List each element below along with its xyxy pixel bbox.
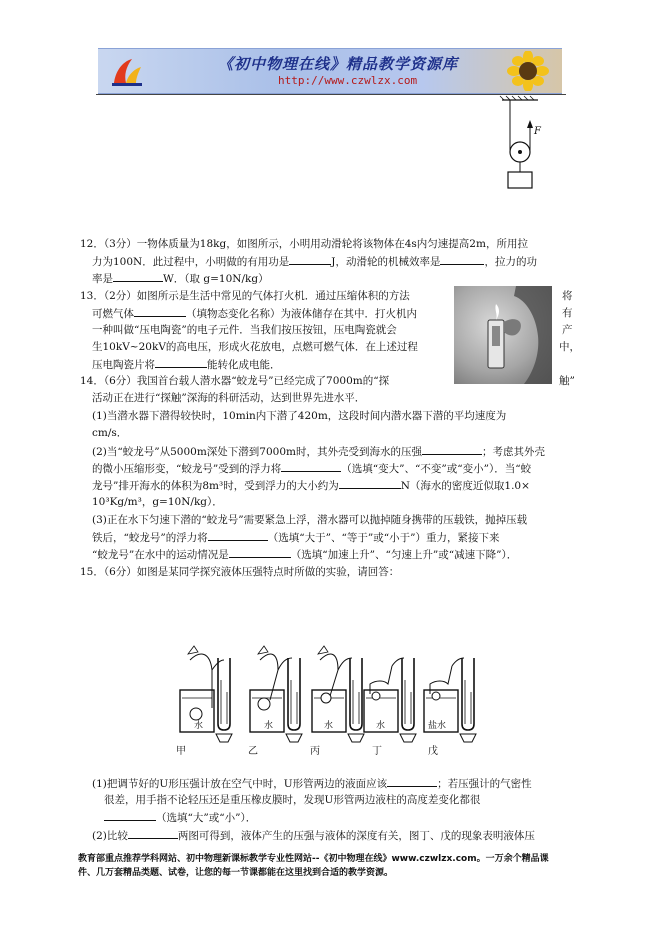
beaker-label-jia: 水 [194, 721, 204, 731]
q13-line4: 生10kV~20kV的高电压，形成火花放电，点燃可燃气体．在上述过程 [92, 341, 418, 353]
q13-line1-end: 将 [562, 290, 573, 302]
page-footer [78, 852, 588, 880]
figure-label-jia: 甲 [176, 746, 186, 757]
q14-line2: 活动正在进行“探触”深海的科研活动，达到世界先进水平． [92, 392, 366, 404]
q13-blank-state-change[interactable] [134, 305, 186, 317]
header-title: 《初中物理在线》精品教学资源库 [218, 55, 459, 73]
beaker-label-ding: 水 [376, 721, 386, 731]
q12-line3: 率是 W．（取 g=10N/kg） [92, 270, 269, 287]
q15-p1-line1: (1)把调节好的U形压强计放在空气中时，U形管两边的液面应该 ；若压强计的气密性 [92, 775, 532, 792]
q14-p2-line2: 的微小压缩形变，“蛟龙号”受到的浮力将 （选填“变大”、“不变”或“变小”）．当“蛟 [92, 460, 531, 477]
pulley-figure [496, 94, 556, 194]
q12-line1: 12．（3分）一物体质量为18kg，如图所示，小明用动滑轮将该物体在4s内匀速提高2m，所用拉 [80, 238, 528, 250]
figure-label-yi: 乙 [248, 746, 258, 757]
q13-line3: 一种叫做“压电陶瓷”的电子元件．当我们按压按钮，压电陶瓷就会 [92, 324, 397, 336]
q14-p3-line2: 铁后，“蛟龙号”的浮力将 （选填“大于”、“等于”或“小于”）重力，紧接下来 [92, 529, 499, 546]
q14-p2-line3: 龙号”排开海水的体积为8m³时，受到浮力的大小约为 N（海水的密度近似取1.0× [92, 477, 530, 494]
q15-p1-line3: （选填“大”或“小”）． [104, 809, 256, 826]
figure-label-bing: 丙 [310, 746, 320, 757]
figure-label-ding: 丁 [372, 746, 382, 757]
setup-ding [364, 658, 416, 742]
q14-p1: (1)当潜水器下潜得较快时，10min内下潜了420m，这段时间内潜水器下潜的平均速度为 [92, 410, 507, 422]
q15-blank-height-change[interactable] [104, 809, 156, 821]
header-banner [98, 48, 562, 94]
beaker-label-bing: 水 [324, 721, 334, 731]
q13-line3-end: 产 [562, 324, 573, 336]
beaker-label-yi: 水 [264, 721, 274, 731]
q15-blank-compare-figures[interactable] [128, 827, 178, 839]
q13-line2: 可燃气体 （填物态变化名称）为液体储存在其中．打火机内 [92, 305, 417, 322]
footer-line2: 件、几万套精品类题、试卷，让您的每一节课都能在这里找到合适的教学资源。 [78, 868, 394, 878]
q13-line5: 压电陶瓷片将 能转化成电能． [92, 356, 281, 373]
lighter-photo [454, 286, 552, 384]
q13-line4-end: 中， [559, 341, 580, 353]
q14-blank-pressure[interactable] [422, 443, 482, 455]
q14-line1-end: 触” [559, 375, 575, 387]
q12-line2: 力为100N．此过程中，小明做的有用功是 J，动滑轮的机械效率是 ，拉力的功 [92, 253, 537, 270]
q12-blank-useful-work[interactable] [289, 253, 331, 265]
force-label: F [534, 126, 541, 137]
q15-p2: (2)比较 两图可得到，液体产生的压强与液体的深度有关，图丁、戊的现象表明液体压 [92, 827, 535, 844]
q14-blank-buoyancy-value[interactable] [339, 477, 401, 489]
header-url: http://www.czwlzx.com [278, 74, 418, 87]
figure-label-wu: 戊 [428, 746, 438, 757]
lighter-hand-image [454, 286, 552, 384]
q15-line1: 15．（6分）如图是某同学探究液体压强特点时所做的实验，请回答： [80, 566, 400, 578]
q14-p2-line1: (2)当“蛟龙号”从5000m深处下潜到7000m时，其外壳受到海水的压强 ；考虑其外壳 [92, 443, 545, 460]
setup-bing [312, 646, 364, 742]
sunflower-icon [500, 51, 556, 91]
q15-p1-line2: 很差，用手指不论轻压还是重压橡皮膜时，发现U形管两边液柱的高度差变化都很 [104, 794, 481, 806]
q14-blank-motion[interactable] [229, 546, 291, 558]
q14-p1-unit: cm/s． [92, 427, 128, 439]
q15-blank-liquid-level[interactable] [387, 775, 437, 787]
site-logo-icon [110, 55, 144, 87]
q12-blank-power[interactable] [113, 270, 163, 282]
footer-line1: 教育部重点推荐学科网站、初中物理新课标教学专业性网站--《初中物理在线》www.czwlzx.com。一万余个精品课 [78, 854, 549, 864]
setup-yi [250, 646, 302, 742]
q13-line1: 13．（2分）如图所示是生活中常见的气体打火机．通过压缩体积的方法 [80, 290, 410, 302]
q14-p3-line1: (3)正在水下匀速下潜的“蛟龙号”需要紧急上浮，潜水器可以抛掉随身携带的压载铁，抛掉压载 [92, 514, 528, 526]
q14-blank-buoyancy-change[interactable] [281, 460, 341, 472]
setup-jia [180, 646, 232, 742]
q14-blank-buoyancy-vs-gravity[interactable] [208, 529, 268, 541]
pressure-experiment-figure [166, 630, 496, 758]
q14-p2-line4: 10³Kg/m³，g=10N/kg）． [92, 496, 223, 508]
q14-line1: 14．（6分）我国首台载人潜水器“蛟龙号”已经完成了7000m的“探 [80, 375, 390, 387]
q12-blank-efficiency[interactable] [440, 253, 484, 265]
q13-line2-end: 有 [562, 307, 573, 319]
q13-blank-energy[interactable] [155, 356, 207, 368]
q14-p3-line3: “蛟龙号”在水中的运动情况是 （选填“加速上升”、“匀速上升”或“减速下降”）． [92, 546, 517, 563]
beaker-label-wu: 盐水 [428, 721, 447, 731]
